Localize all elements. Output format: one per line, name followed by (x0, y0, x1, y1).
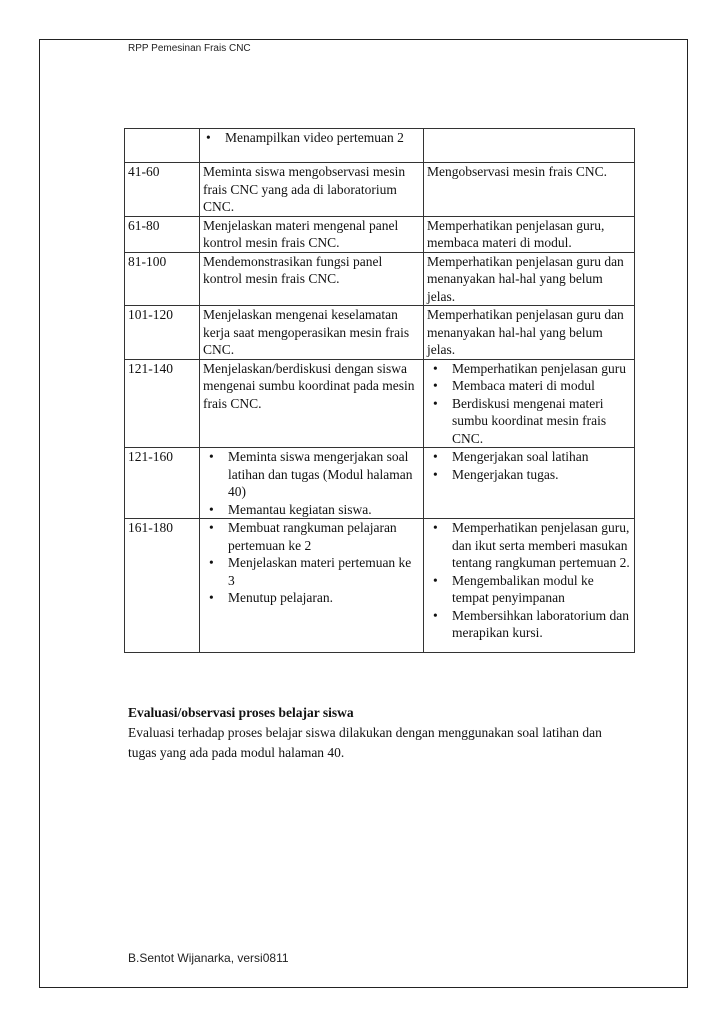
list-item: • Menutup pelajaran. (203, 589, 420, 607)
list-item: • Membersihkan laboratorium dan merapikan kursi. (427, 607, 631, 642)
evaluation-title: Evaluasi/observasi proses belajar siswa (128, 705, 354, 720)
list-item: • Mengembalikan modul ke tempat penyimpanan (427, 572, 631, 607)
student-activity-cell (424, 129, 635, 163)
list-item: • Menjelaskan materi pertemuan ke 3 (203, 554, 420, 589)
student-activity-cell: Memperhatikan penjelasan guru dan menanyakan hal-hal yang belum jelas. (424, 306, 635, 360)
list-item: • Berdiskusi mengenai materi sumbu koordinat mesin frais CNC. (427, 395, 631, 448)
teacher-activity-cell: Meminta siswa mengobservasi mesin frais CNC yang ada di laboratorium CNC. (200, 163, 424, 217)
teacher-activity-cell: Menjelaskan mengenai keselamatan kerja saat mengoperasikan mesin frais CNC. (200, 306, 424, 360)
table-row (125, 519, 635, 653)
time-cell: 121-160 (125, 448, 200, 519)
list-item: • Menampilkan video pertemuan 2 (203, 129, 420, 147)
list-item: • Membuat rangkuman pelajaran pertemuan ke 2 (203, 519, 420, 554)
teacher-activity-cell: Menjelaskan/berdiskusi dengan siswa mengenai sumbu koordinat pada mesin frais CNC. (200, 359, 424, 448)
teacher-activity-cell: Menjelaskan materi mengenal panel kontrol mesin frais CNC. (200, 216, 424, 252)
teacher-activity-cell (200, 448, 424, 519)
table-row (125, 252, 635, 306)
list-item: • Mengerjakan soal latihan (427, 448, 631, 466)
list-item: • Meminta siswa mengerjakan soal latihan dan tugas (Modul halaman 40) (203, 448, 420, 501)
time-cell: 121-140 (125, 359, 200, 448)
evaluation-section (128, 703, 628, 763)
list-item: • Memantau kegiatan siswa. (203, 501, 420, 519)
table-row (125, 359, 635, 448)
evaluation-body: Evaluasi terhadap proses belajar siswa dilakukan dengan menggunakan soal latihan dan tugas yang ada pada modul halaman 40. (128, 725, 602, 760)
table-row (125, 448, 635, 519)
list-item: • Memperhatikan penjelasan guru, dan ikut serta memberi masukan tentang rangkuman pertemuan 2. (427, 519, 631, 572)
time-cell: 41-60 (125, 163, 200, 217)
student-activity-cell: Memperhatikan penjelasan guru dan menanyakan hal-hal yang belum jelas. (424, 252, 635, 306)
lesson-activity-table (124, 128, 635, 653)
table-row (125, 129, 635, 163)
student-activity-cell (424, 359, 635, 448)
teacher-activity-cell (200, 519, 424, 653)
student-activity-cell (424, 448, 635, 519)
page-footer: B.Sentot Wijanarka, versi0811 (128, 951, 289, 965)
page-header: RPP Pemesinan Frais CNC (128, 43, 251, 54)
list-item: • Membaca materi di modul (427, 377, 631, 395)
teacher-activity-cell: Mendemonstrasikan fungsi panel kontrol mesin frais CNC. (200, 252, 424, 306)
table-row (125, 306, 635, 360)
table-row (125, 216, 635, 252)
table-row (125, 163, 635, 217)
teacher-activity-cell (200, 129, 424, 163)
time-cell: 81-100 (125, 252, 200, 306)
time-cell: 61-80 (125, 216, 200, 252)
student-activity-cell: Mengobservasi mesin frais CNC. (424, 163, 635, 217)
time-cell: 161-180 (125, 519, 200, 653)
list-item: • Mengerjakan tugas. (427, 466, 631, 484)
student-activity-cell: Memperhatikan penjelasan guru, membaca materi di modul. (424, 216, 635, 252)
list-item: • Memperhatikan penjelasan guru (427, 360, 631, 378)
student-activity-cell (424, 519, 635, 653)
time-cell (125, 129, 200, 163)
time-cell: 101-120 (125, 306, 200, 360)
